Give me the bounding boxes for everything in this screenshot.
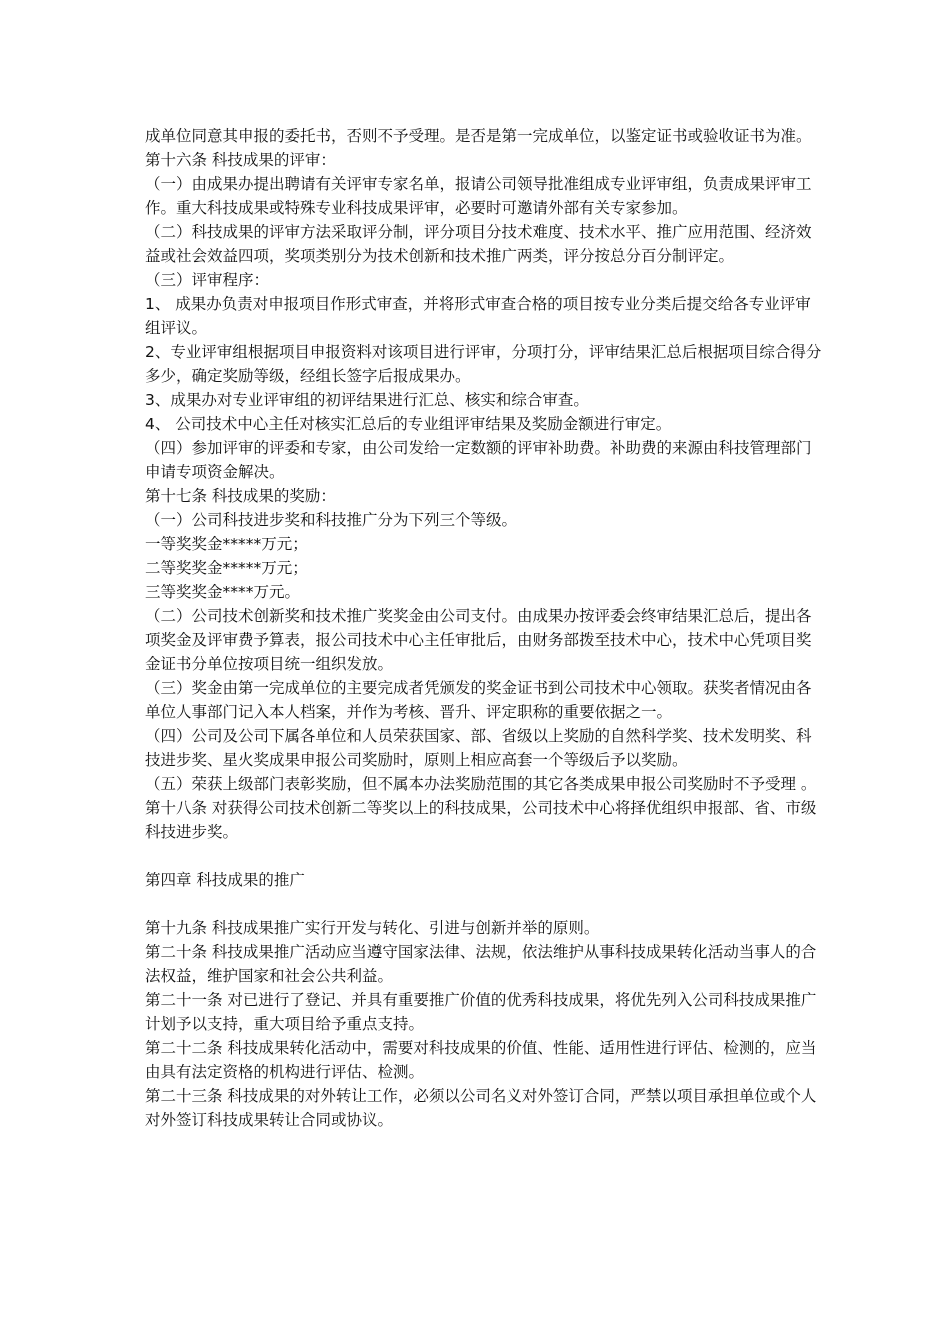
paragraph: 成单位同意其申报的委托书，否则不予受理。是否是第一完成单位，以鉴定证书或验收证书为准。 <box>145 127 812 145</box>
document-body <box>145 124 825 1132</box>
blank-line <box>145 844 825 868</box>
paragraph: （四）参加评审的评委和专家，由公司发给一定数额的评审补助费。补助费的来源由科技管理部门申请专项资金解决。 <box>145 439 812 481</box>
award-line: 一等奖奖金*****万元； <box>145 535 308 553</box>
paragraph: （五）荣获上级部门表彰奖励，但不属本办法奖励范围的其它各类成果申报公司奖励时不予受理 。 <box>145 775 817 793</box>
chapter-heading: 第四章 科技成果的推广 <box>145 871 305 889</box>
paragraph: 第二十三条 科技成果的对外转让工作，必须以公司名义对外签订合同，严禁以项目承担单位或个人对外签订科技成果转让合同或协议。 <box>145 1087 817 1129</box>
paragraph: 第十九条 科技成果推广实行开发与转化、引进与创新并举的原则。 <box>145 919 600 937</box>
paragraph: 3、成果办对专业评审组的初评结果进行汇总、核实和综合审查。 <box>145 391 589 409</box>
blank-line <box>145 892 825 916</box>
article-heading: 第十六条 科技成果的评审： <box>145 151 336 169</box>
paragraph: （一）公司科技进步奖和科技推广分为下列三个等级。 <box>145 511 518 529</box>
paragraph: （四）公司及公司下属各单位和人员荣获国家、部、省级以上奖励的自然科学奖、技术发明奖、科技进步奖、星火奖成果申报公司奖励时，原则上相应高套一个等级后予以奖励。 <box>145 727 812 769</box>
paragraph: 第二十条 科技成果推广活动应当遵守国家法律、法规，依法维护从事科技成果转化活动当事人的合法权益，维护国家和社会公共利益。 <box>145 943 817 985</box>
paragraph: 第二十一条 对已进行了登记、并具有重要推广价值的优秀科技成果，将优先列入公司科技成果推广计划予以支持，重大项目给予重点支持。 <box>145 991 817 1033</box>
paragraph: 第二十二条 科技成果转化活动中，需要对科技成果的价值、性能、适用性进行评估、检测的，应当由具有法定资格的机构进行评估、检测。 <box>145 1039 817 1081</box>
article-heading: 第十七条 科技成果的奖励： <box>145 487 336 505</box>
paragraph: （二）科技成果的评审方法采取评分制，评分项目分技术难度、技术水平、推广应用范围、经济效益或社会效益四项，奖项类别分为技术创新和技术推广两类，评分按总分百分制评定。 <box>145 223 812 265</box>
paragraph: （三）奖金由第一完成单位的主要完成者凭颁发的奖金证书到公司技术中心领取。获奖者情况由各单位人事部门记入本人档案，并作为考核、晋升、评定职称的重要依据之一。 <box>145 679 812 721</box>
paragraph: 4、 公司技术中心主任对核实汇总后的专业组评审结果及奖励金额进行审定。 <box>145 415 672 433</box>
paragraph: 第十八条 对获得公司技术创新二等奖以上的科技成果，公司技术中心将择优组织申报部、省、市级科技进步奖。 <box>145 799 817 841</box>
paragraph: 1、 成果办负责对申报项目作形式审查，并将形式审查合格的项目按专业分类后提交给各专业评审组评议。 <box>145 295 811 337</box>
paragraph: 2、专业评审组根据项目申报资料对该项目进行评审，分项打分，评审结果汇总后根据项目综合得分多少，确定奖励等级，经组长签字后报成果办。 <box>145 343 822 385</box>
award-line: 三等奖奖金****万元。 <box>145 583 301 601</box>
paragraph: （二）公司技术创新奖和技术推广奖奖金由公司支付。由成果办按评委会终审结果汇总后，提出各项奖金及评审费予算表，报公司技术中心主任审批后，由财务部拨至技术中心，技术中心凭项目奖金证书分单位按项目统一组织发放。 <box>145 607 812 673</box>
paragraph: （一）由成果办提出聘请有关评审专家名单，报请公司领导批准组成专业评审组，负责成果评审工作。重大科技成果或特殊专业科技成果评审，必要时可邀请外部有关专家参加。 <box>145 175 812 217</box>
award-line: 二等奖奖金*****万元； <box>145 559 308 577</box>
paragraph: （三）评审程序： <box>145 271 270 289</box>
